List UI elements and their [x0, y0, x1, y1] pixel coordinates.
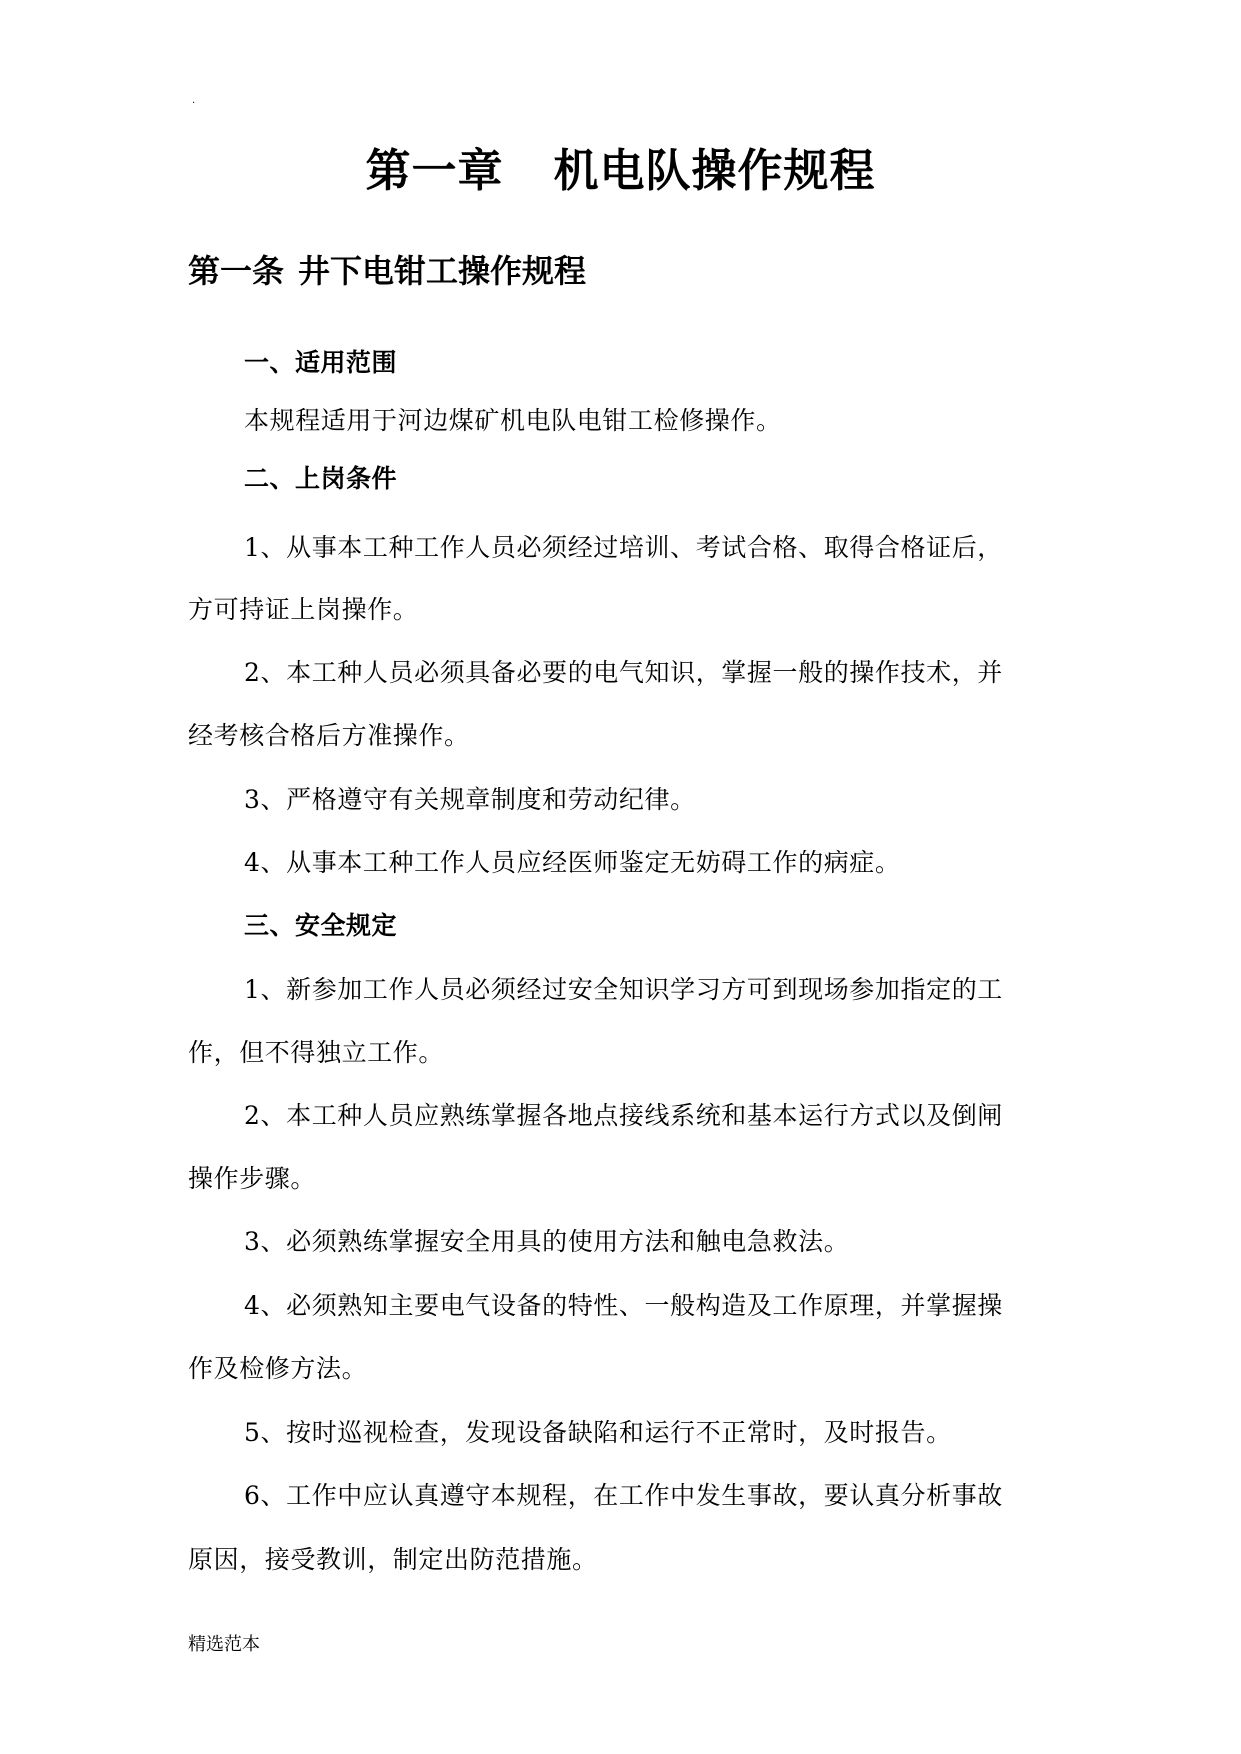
condition-item-1: 1、从事本工种工作人员必须经过培训、考试合格、取得合格证后， [244, 533, 1003, 562]
safety-item-2: 2、本工种人员应熟练掌握各地点接线系统和基本运行方式以及倒闸 [244, 1101, 1003, 1130]
condition-item-2: 2、本工种人员必须具备必要的电气知识，掌握一般的操作技术，并 [244, 658, 1003, 687]
safety-item-2-cont: 操作步骤。 [188, 1164, 317, 1193]
header-mark: . [192, 95, 196, 106]
safety-item-4-cont: 作及检修方法。 [188, 1354, 368, 1383]
condition-item-4: 4、从事本工种工作人员应经医师鉴定无妨碍工作的病症。 [244, 848, 901, 877]
section-heading-scope: 一、适用范围 [244, 348, 398, 377]
condition-item-3: 3、严格遵守有关规章制度和劳动纪律。 [244, 785, 696, 814]
article-name: 井下电钳工操作规程 [298, 252, 587, 290]
safety-item-6-cont: 原因，接受教训，制定出防范措施。 [188, 1545, 598, 1574]
chapter-title [0, 136, 1241, 206]
article-number: 第一条 [188, 252, 285, 290]
article-title [188, 246, 586, 296]
safety-item-6: 6、工作中应认真遵守本规程，在工作中发生事故，要认真分析事故 [244, 1481, 1003, 1510]
scope-text: 本规程适用于河边煤矿机电队电钳工检修操作。 [244, 406, 782, 435]
section-heading-safety: 三、安全规定 [244, 911, 398, 940]
chapter-name: 机电队操作规程 [553, 144, 876, 197]
section-heading-conditions: 二、上岗条件 [244, 464, 398, 493]
safety-item-1: 1、新参加工作人员必须经过安全知识学习方可到现场参加指定的工 [244, 975, 1003, 1004]
condition-item-1-cont: 方可持证上岗操作。 [188, 595, 419, 624]
safety-item-5: 5、按时巡视检查，发现设备缺陷和运行不正常时，及时报告。 [244, 1418, 952, 1447]
safety-item-4: 4、必须熟知主要电气设备的特性、一般构造及工作原理，并掌握操 [244, 1291, 1003, 1320]
safety-item-3: 3、必须熟练掌握安全用具的使用方法和触电急救法。 [244, 1227, 850, 1256]
chapter-number: 第一章 [365, 144, 504, 197]
condition-item-2-cont: 经考核合格后方准操作。 [188, 721, 470, 750]
footer-label: 精选范本 [188, 1634, 260, 1655]
safety-item-1-cont: 作，但不得独立工作。 [188, 1038, 445, 1067]
